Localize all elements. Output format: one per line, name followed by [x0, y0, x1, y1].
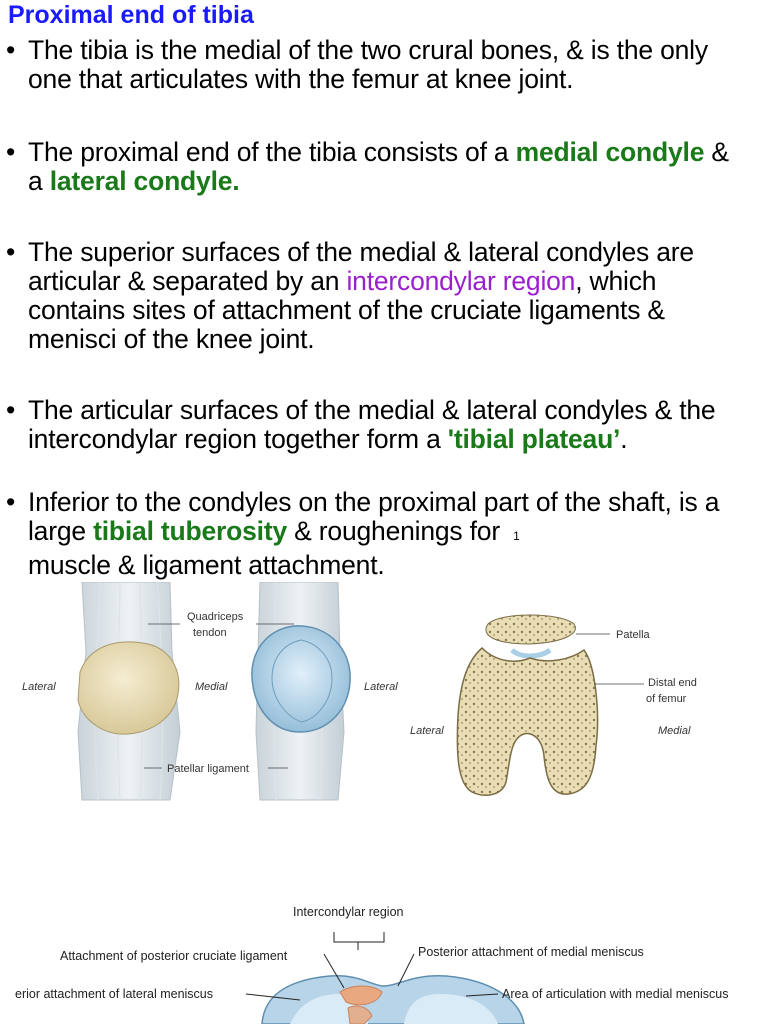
highlight-tibial-plateau: 'tibial plateau’	[447, 424, 621, 454]
bullet-dot: •	[6, 137, 16, 167]
highlight-intercondylar-region: intercondylar region	[346, 266, 576, 296]
label-quadriceps: Quadriceps	[187, 611, 244, 623]
femur-section-shape	[457, 648, 597, 795]
bullet-text: & roughenings for	[287, 516, 508, 546]
highlight-medial-condyle: medial condyle	[515, 137, 705, 167]
bullet-text: muscle & ligament attachment.	[28, 550, 385, 580]
bullet-text: The superior surfaces of the medial & lateral condyles are articular & separated by an	[28, 237, 694, 296]
bullet-3	[6, 238, 746, 354]
label-posterior-cruciate: Attachment of posterior cruciate ligament	[60, 949, 288, 963]
label-of-femur: of femur	[646, 693, 687, 705]
label-medial-2: Medial	[658, 725, 691, 737]
bullet-2	[6, 138, 746, 196]
label-lateral-2: Lateral	[364, 681, 398, 693]
bullet-4	[6, 396, 746, 454]
label-intercondylar-region: Intercondylar region	[293, 905, 404, 919]
bullet-5	[6, 488, 746, 580]
bullet-text: Inferior to the condyles on the proximal part of the shaft, is a large	[28, 487, 720, 546]
label-lateral-meniscus: erior attachment of lateral meniscus	[15, 987, 214, 1001]
bullet-1	[6, 36, 746, 94]
bullet-text: The proximal end of the tibia consists of a	[28, 137, 516, 167]
bullet-text: , which contains sites of attachment of the cruciate ligaments & menisci of the knee joint.	[28, 266, 665, 354]
bullet-text: The tibia is the medial of the two crural bones, & is the only one that articulates with the femur at knee joint.	[28, 35, 708, 94]
bullet-dot: •	[6, 237, 16, 267]
femur-cartilage-shape	[252, 626, 350, 732]
knee-anterior-figure	[20, 582, 430, 832]
label-medial-articulation: Area of articulation with medial meniscus	[502, 987, 729, 1001]
bullet-text: & a	[28, 137, 729, 196]
label-medial: Medial	[195, 681, 228, 693]
label-patella: Patella	[616, 629, 650, 641]
page-title: Proximal end of tibia	[8, 1, 254, 29]
label-lateral-3: Lateral	[410, 725, 444, 737]
highlight-lateral-condyle: lateral condyle.	[49, 166, 240, 196]
tibial-plateau-figure	[0, 896, 768, 1024]
label-patellar-ligament: Patellar ligament	[167, 763, 249, 775]
label-lateral: Lateral	[22, 681, 56, 693]
bullet-dot: •	[6, 487, 16, 517]
patella-section-shape	[486, 615, 575, 644]
label-distal-end: Distal end	[648, 677, 697, 689]
label-posterior-medial-meniscus: Posterior attachment of medial meniscus	[418, 945, 644, 959]
femur-section-figure	[400, 606, 720, 806]
label-tendon: tendon	[193, 627, 227, 639]
bullet-dot: •	[6, 35, 16, 65]
highlight-tibial-tuberosity: tibial tuberosity	[93, 516, 287, 546]
page-number: 1	[513, 529, 520, 543]
bullet-text: The articular surfaces of the medial & lateral condyles & the intercondylar region together form a	[28, 395, 716, 454]
bullet-dot: •	[6, 395, 16, 425]
bullet-text: .	[620, 424, 628, 454]
